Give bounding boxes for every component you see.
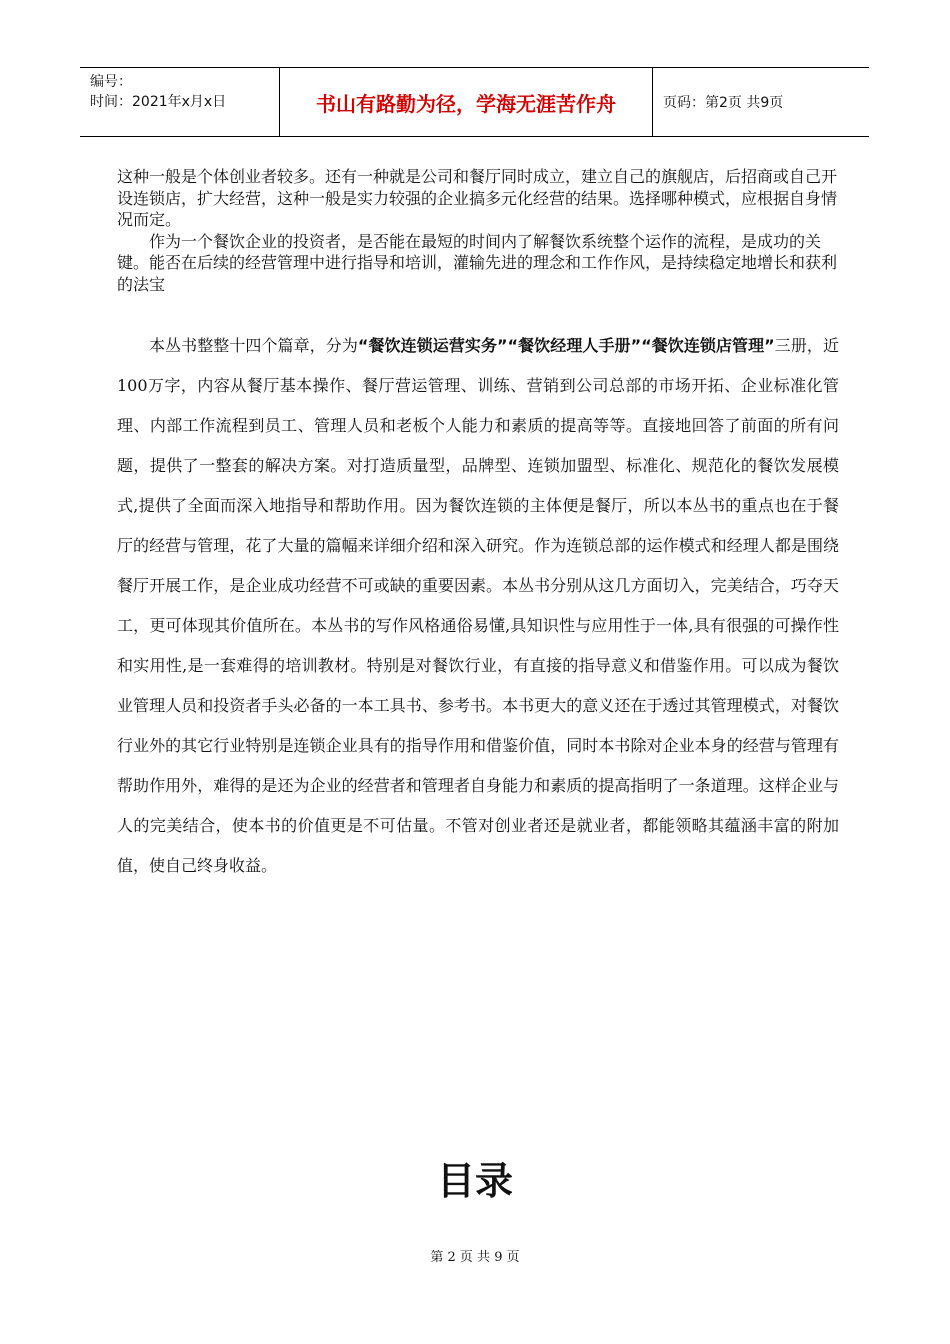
header-meta: [80, 68, 280, 136]
number-label: 编号：: [90, 74, 132, 90]
paragraph-1: 这种一般是个体创业者较多。还有一种就是公司和餐厅同时成立，建立自己的旗舰店，后招商或自己开设连锁店，扩大经营，这种一般是实力较强的企业搞多元化经营的结果。选择哪种模式，应根据自身情况而定。: [117, 167, 838, 229]
book-titles: “餐饮连锁运营实务”“餐饮经理人手册”“餐饮连锁店管理”: [357, 336, 775, 355]
paragraph-3-start: 本丛书整整十四个篇章，分为: [149, 336, 358, 355]
paragraph-3-rest: 三册，近100万字，内容从餐厅基本操作、餐厅营运管理、训练、营销到公司总部的市场开拓、企业标准化管理、内部工作流程到员工、管理人员和老板个人能力和素质的提高等等。直接地回答了前面的所有问题，提供了一整套的解决方案。对打造质量型，品牌型、连锁加盟型、标准化、规范化的餐饮发展模式,提供了全面而深入地指导和帮助作用。因为餐饮连锁的主体便是餐厅，所以本丛书的重点也在于餐厅的经营与管理，花了大量的篇幅来详细介绍和深入研究。作为连锁总部的运作模式和经理人都是围绕餐厅开展工作，是企业成功经营不可或缺的重要因素。本丛书分别从这几方面切入，完美结合，巧夺天工，更可体现其价值所在。本丛书的写作风格通俗易懂,具知识性与应用性于一体,具有很强的可操作性和实用性,是一套难得的培训教材。特别是对餐饮行业，有直接的指导意义和借鉴作用。可以成为餐饮业管理人员和投资者手头必备的一本工具书、参考书。本书更大的意义还在于透过其管理模式，对餐饮行业外的其它行业特别是连锁企业具有的指导作用和借鉴价值，同时本书除对企业本身的经营与管理有帮助作用外，难得的是还为企业的经营者和管理者自身能力和素质的提高指明了一条道理。这样企业与人的完美结合，使本书的价值更是不可估量。不管对创业者还是就业者，都能领略其蕴涵丰富的附加值，使自己终身收益。: [117, 336, 839, 875]
toc-title: 目录: [436, 1159, 513, 1203]
paragraph-2: 作为一个餐饮企业的投资者，是否能在最短的时间内了解餐饮系统整个运作的流程，是成功的关键。能否在后续的经营管理中进行指导和培训，灌输先进的理念和工作作风，是持续稳定地增长和获利的法宝: [117, 231, 838, 294]
header-motto: 书山有路勤为径，学海无涯苦作舟: [280, 68, 653, 136]
paragraph-3: [117, 326, 839, 886]
page-header: [80, 67, 869, 137]
page-footer: 第 2 页 共 9 页: [430, 1250, 520, 1265]
intro-paragraphs: [117, 166, 837, 295]
header-page-number: 页码：第2页 共9页: [663, 95, 784, 111]
time-label: 时间：2021年x月x日: [90, 94, 227, 110]
